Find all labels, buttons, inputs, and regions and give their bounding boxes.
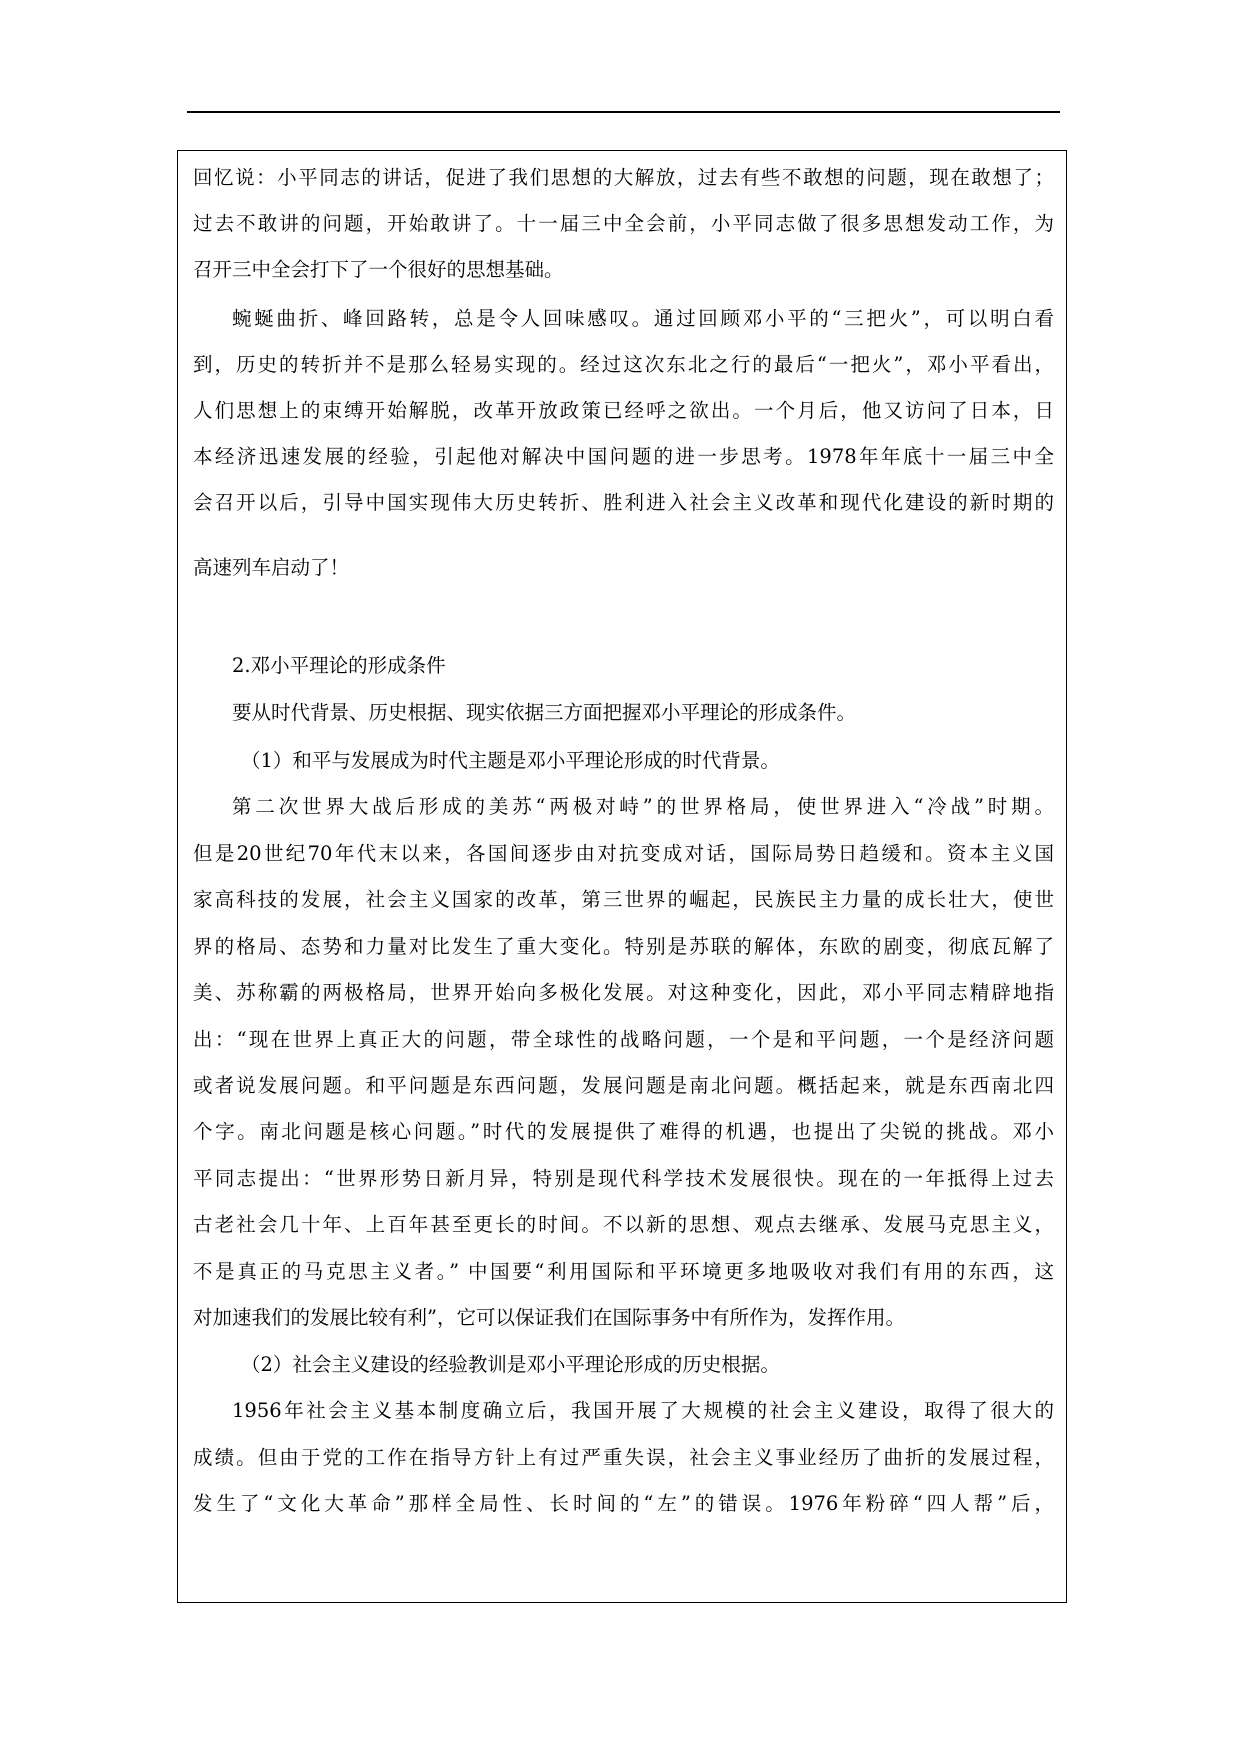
text-line: 过去不敢讲的问题，开始敢讲了。十一届三中全会前，小平同志做了很多思想发动工作，为 — [193, 212, 1054, 235]
text-line: 召开三中全会打下了一个很好的思想基础。 — [193, 258, 564, 281]
text-line: 或者说发展问题。和平问题是东西问题，发展问题是南北问题。概括起来，就是东西南北四 — [193, 1074, 1054, 1097]
text-line: 对加速我们的发展比较有利”，它可以保证我们在国际事务中有所作为，发挥作用。 — [193, 1306, 905, 1329]
text-line: 出：“现在世界上真正大的问题，带全球性的战略问题，一个是和平问题，一个是经济问题 — [193, 1028, 1054, 1051]
paragraph-start: 要从时代背景、历史根据、现实依据三方面把握邓小平理论的形成条件。 — [232, 701, 857, 724]
paragraph-start: 蜿蜒曲折、峰回路转，总是令人回味感叹。通过回顾邓小平的“三把火”，可以明白看 — [232, 307, 1054, 330]
text-line: 但是20世纪70年代末以来，各国间逐步由对抗变成对话，国际局势日趋缓和。资本主义国 — [193, 842, 1054, 865]
text-line: 不是真正的马克思主义者。” 中国要“利用国际和平环境更多地吸收对我们有用的东西，这 — [193, 1260, 1054, 1283]
subsection-heading: （2）社会主义建设的经验教训是邓小平理论形成的历史根据。 — [241, 1353, 780, 1376]
text-line: 界的格局、态势和力量对比发生了重大变化。特别是苏联的解体，东欧的剧变，彻底瓦解了 — [193, 935, 1054, 958]
text-line: 家高科技的发展，社会主义国家的改革，第三世界的崛起，民族民主力量的成长壮大，使世 — [193, 888, 1054, 911]
text-line: 发生了“文化大革命”那样全局性、长时间的“左”的错误。1976年粉碎“四人帮”后， — [193, 1492, 1054, 1515]
text-line: 本经济迅速发展的经验，引起他对解决中国问题的进一步思考。1978年年底十一届三中全 — [193, 445, 1054, 468]
section-heading: 2.邓小平理论的形成条件 — [232, 654, 446, 677]
text-line: 美、苏称霸的两极格局，世界开始向多极化发展。对这种变化，因此，邓小平同志精辟地指 — [193, 981, 1054, 1004]
text-line: 回忆说：小平同志的讲话，促进了我们思想的大解放，过去有些不敢想的问题，现在敢想了； — [193, 166, 1054, 189]
text-line: 古老社会几十年、上百年甚至更长的时间。不以新的思想、观点去继承、发展马克思主义， — [193, 1213, 1054, 1236]
text-line: 人们思想上的束缚开始解脱，改革开放政策已经呼之欲出。一个月后，他又访问了日本，日 — [193, 399, 1054, 422]
paragraph-start: 第二次世界大战后形成的美苏“两极对峙”的世界格局，使世界进入“冷战”时期。 — [232, 795, 1054, 818]
text-line: 平同志提出：“世界形势日新月异，特别是现代科学技术发展很快。现在的一年抵得上过去 — [193, 1167, 1054, 1190]
text-line: 会召开以后，引导中国实现伟大历史转折、胜利进入社会主义改革和现代化建设的新时期的 — [193, 491, 1054, 514]
text-line: 到，历史的转折并不是那么轻易实现的。经过这次东北之行的最后“一把火”，邓小平看出， — [193, 353, 1054, 376]
text-line: 个字。南北问题是核心问题。”时代的发展提供了难得的机遇，也提出了尖锐的挑战。邓小 — [193, 1120, 1054, 1143]
text-line: 高速列车启动了！ — [193, 556, 350, 579]
header-rule — [187, 111, 1060, 113]
paragraph-start: 1956年社会主义基本制度确立后，我国开展了大规模的社会主义建设，取得了很大的 — [232, 1399, 1054, 1422]
subsection-heading: （1）和平与发展成为时代主题是邓小平理论形成的时代背景。 — [241, 749, 780, 772]
text-line: 成绩。但由于党的工作在指导方针上有过严重失误，社会主义事业经历了曲折的发展过程， — [193, 1446, 1054, 1469]
